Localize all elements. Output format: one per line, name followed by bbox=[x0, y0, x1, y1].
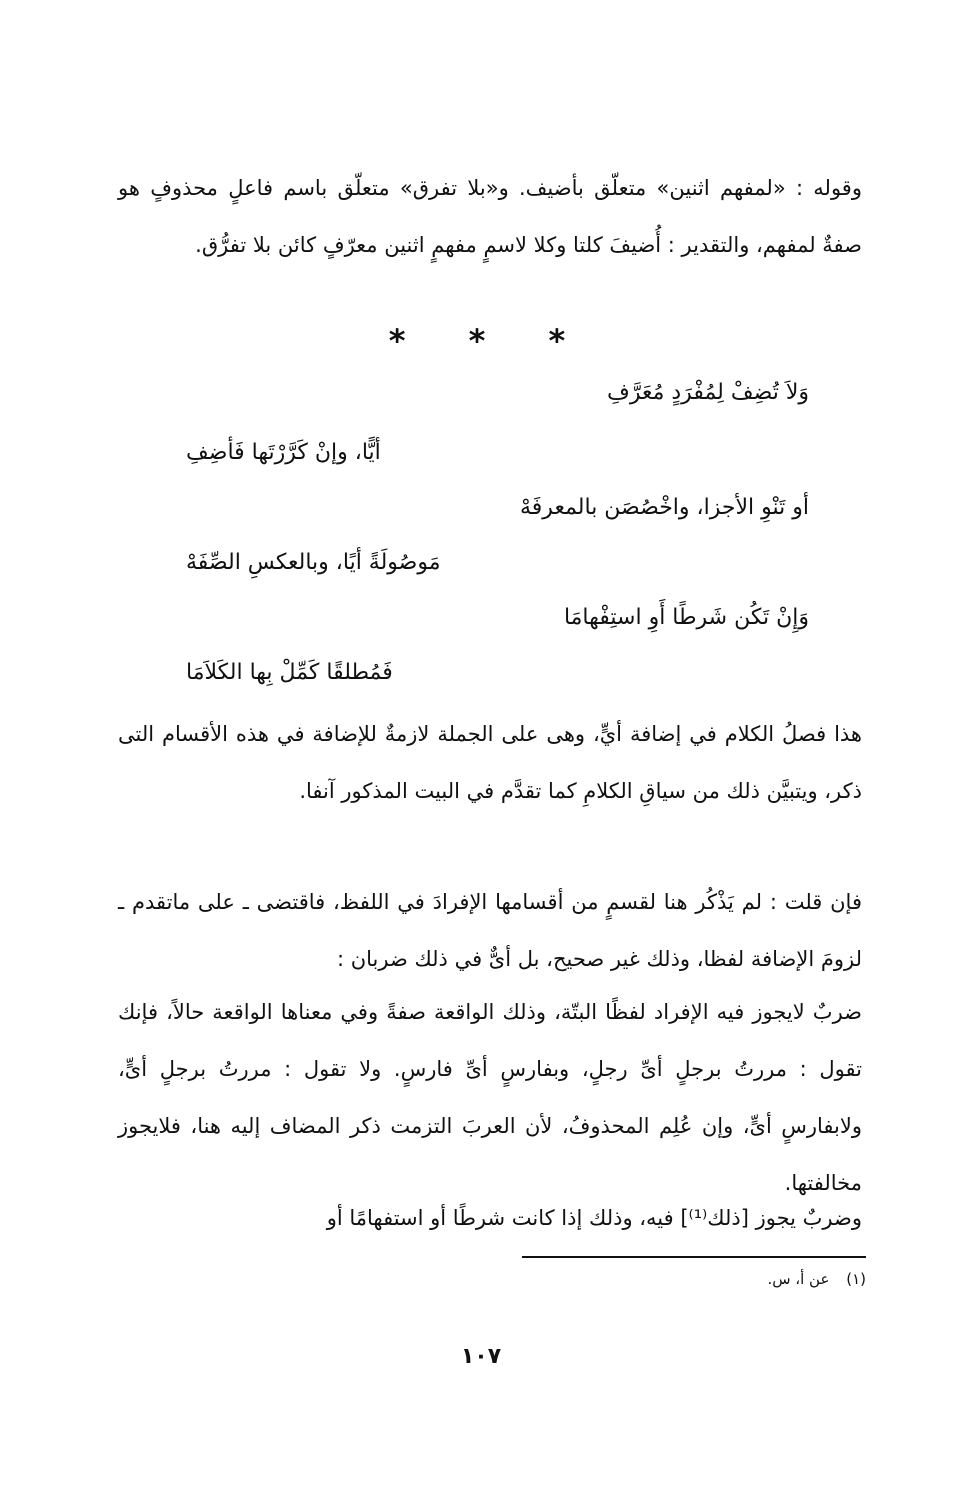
verse-line-1: وَلاَ تُضِفْ لِمُفْرَدٍ مُعَرَّفِ bbox=[607, 380, 809, 405]
footnote-rule bbox=[522, 1256, 866, 1258]
footnote-text: عن أ، س. bbox=[767, 1270, 830, 1288]
paragraph-objection: فإن قلت : لم يَذْكُر هنا لقسمٍ من أقسامها الإفرادَ في اللفظ، فاقتضى ـ على ماتقدم ـ لزومَ الإضافة لفظا، وذلك غير صحيح، بل أىٌّ في ذلك ضربان : bbox=[118, 890, 862, 971]
footnote-number: (١) bbox=[846, 1270, 866, 1288]
verse-line-3: أو تَنْوِ الأجزا، واخْصُصَن بالمعرفَهْ bbox=[520, 495, 809, 520]
section-separator: * * * bbox=[388, 322, 592, 360]
paragraph-first-kind: ضربٌ لايجوز فيه الإفراد لفظًا البتّة، وذلك الواقعة صفةً وفي معناها الواقعة حالاً، فإنك تقول : مررتُ برجلٍ أىِّ رجلٍ، وبفارسٍ أىِّ فارسٍ. ولا تقول : مررتُ برجلٍ أىٍّ، ولابفارسٍ أىٍّ، وإن عُلِم المحذوفُ، لأن العربَ التزمت ذكر المضاف إليه هنا، فلايجوز مخالفتها. bbox=[118, 1000, 862, 1195]
paragraph-second-kind: وضربٌ يجوز [ذلك⁽¹⁾] فيه، وذلك إذا كانت شرطًا أو استفهامًا أو bbox=[326, 1206, 862, 1230]
verse-line-4: مَوصُولَةً أيًا، وبالعكسِ الصِّفَهْ bbox=[186, 550, 441, 575]
page-number: ١٠٧ bbox=[460, 1344, 502, 1369]
verse-line-5: وَإِنْ تَكُن شَرطًا أَوِ استِفْهامَا bbox=[563, 605, 809, 630]
paragraph-explanation: هذا فصلُ الكلام في إضافة أيٍّ، وهى على الجملة لازمةٌ للإضافة في هذه الأقسام التى ذكر، ويتبيَّن ذلك من سياقِ الكلامِ كما تقدَّم في البيت المذكور آنفا. bbox=[118, 722, 862, 803]
footnote bbox=[767, 1270, 866, 1288]
verse-line-2: أيًّا، وإنْ كَرَّرْتَها فَأضِفِ bbox=[186, 440, 381, 465]
verse-line-6: فَمُطلقًا كَمِّلْ بِها الكَلاَمَا bbox=[186, 660, 393, 685]
paragraph-commentary-intro: وقوله : «لمفهم اثنين» متعلّق بأضيف. و«بلا تفرق» متعلّق باسم فاعلٍ محذوفٍ هو صفةٌ لمفهم، والتقدير : أُضيفَ كلتا وكلا لاسمٍ مفهمٍ اثنين معرّفٍ كائن بلا تفرُّق. bbox=[118, 176, 862, 257]
